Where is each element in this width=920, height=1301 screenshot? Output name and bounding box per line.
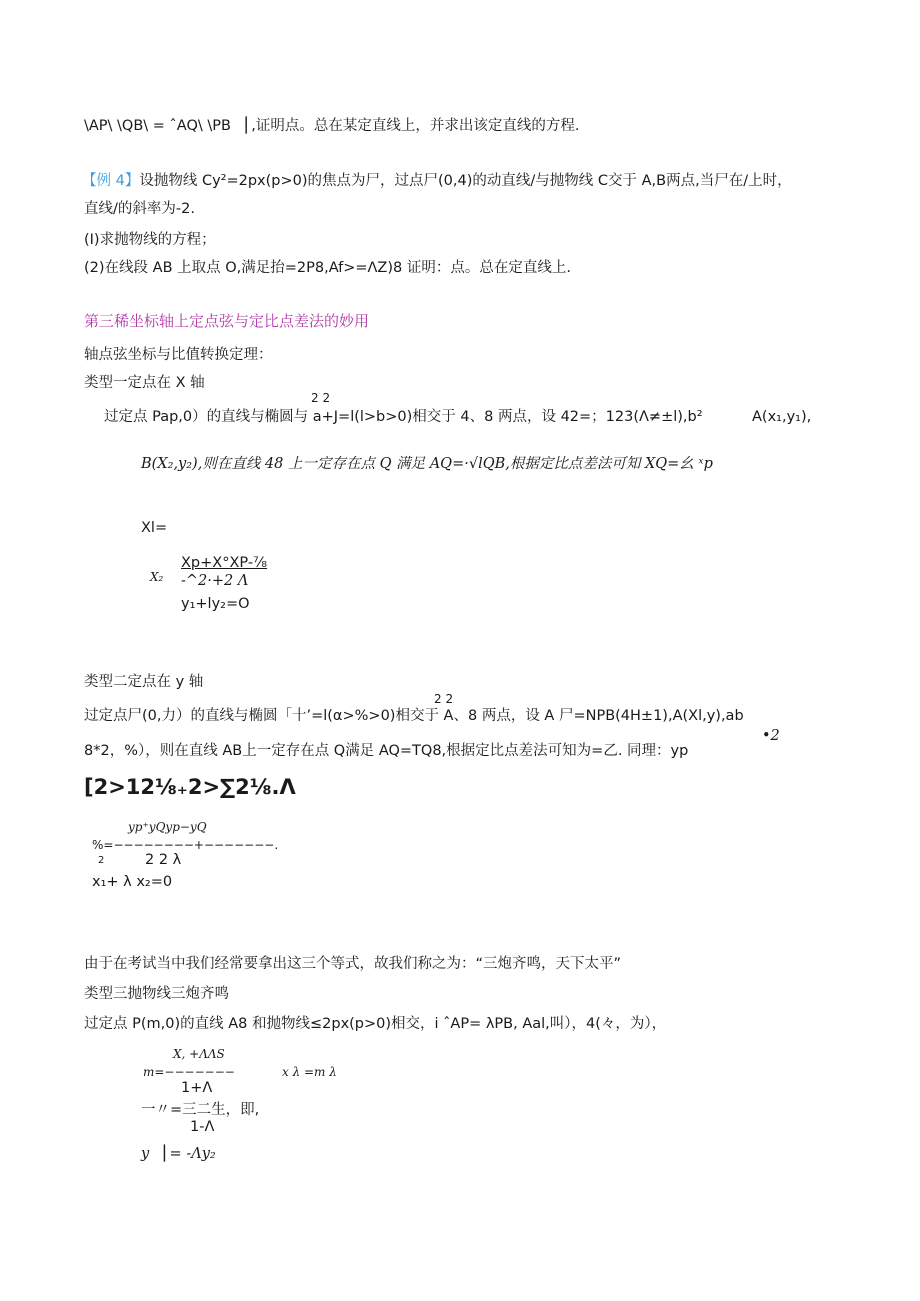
type-2-fraction-denominator-right: 2 2 λ: [145, 852, 182, 868]
theorem-title: 轴点弦坐标与比值转换定理：: [84, 347, 273, 363]
type-2-x-equation: x₁+ λ x₂=0: [92, 874, 173, 890]
type-1-point-a: A(x₁,y₁),: [752, 409, 812, 425]
type-3-fraction-numerator: X, +ΛΛS: [173, 1047, 225, 1061]
type-2-title: 类型二定点在 y 轴: [84, 674, 204, 690]
type-2-line-1: 过定点尸(0,力）的直线与椭圆「十’=l(α>%>0)相交于 A、8 两点，设 A 尸=NPB(4H±1),A(Xl,y),ab: [84, 708, 744, 724]
type-2-fraction-denominator-left: 2: [98, 855, 105, 866]
type-3-line-b: 1-Λ: [190, 1119, 215, 1135]
type-1-title: 类型一定点在 X 轴: [84, 375, 205, 391]
example-4-line-2: 直线/的斜率为-2.: [84, 201, 195, 217]
type-3-right-expression: x λ =m λ: [282, 1065, 337, 1079]
proof-statement-line: \AP\ \QB\ = ˆAQ\ \PB ▕ ,证明点。总在某定直线上，并求出该定直线的方程.: [84, 118, 580, 134]
type-2-big-expression: [2>12⅛₊2>∑2⅛.Λ: [84, 775, 296, 799]
section-title: 第三稀坐标轴上定点弦与定比点差法的妙用: [84, 312, 370, 330]
type-1-fraction-denominator: -^2·+2 Λ: [181, 573, 249, 589]
example-4-line: [82, 172, 792, 190]
type-3-line-1: 过定点 P(m,0)的直线 A8 和抛物线≤2px(p>0)相交，i ˆAP= λPB, Aal,叫），4(々，为），: [84, 1016, 667, 1032]
example-4-tag: 【例 4】: [82, 173, 140, 189]
type-3-fraction-line: m=−−−−−−−: [143, 1065, 235, 1079]
type-1-x2: X₂: [150, 570, 164, 584]
type-1-line-1: 过定点 Pap,0）的直线与椭圆与 a+J=l(l>b>0)相交于 4、8 两点，设 42=；123(Λ≠±l),b²: [104, 409, 703, 425]
type-2-fraction-numerator: yp⁺yQyp−yQ: [128, 820, 207, 834]
type-1-y-equation: y₁+ly₂=O: [181, 596, 250, 612]
type-1-fraction-numerator: Xp+X°XP-⅞: [181, 555, 268, 571]
example-4-question-1: (I)求抛物线的方程；: [84, 232, 216, 248]
example-4-question-2: (2)在线段 AB 上取点 O,满足抬=2P8,Af>=ΛZ)8 证明：点。总在定直线上.: [84, 260, 571, 276]
type-1-xl: Xl=: [141, 520, 168, 536]
type-3-fraction-denominator: 1+Λ: [181, 1080, 213, 1096]
type-1-line-2: B(X₂,y₂),则在直线 48 上一定存在点 Q 满足 AQ=·√lQB,根据定比点差法可知 XQ=幺 ˣp: [141, 456, 713, 472]
type-3-title: 类型三抛物线三炮齐鸣: [84, 986, 229, 1002]
type-3-line-c: y ▕ = -Λy₂: [141, 1146, 216, 1162]
type-1-superscript: 2 2: [311, 391, 331, 405]
type-3-line-a: 一〃=三二生，即,: [141, 1102, 260, 1118]
example-4-text: 设抛物线 Cy²=2px(p>0)的焦点为尸，过点尸(0,4)的动直线/与抛物线 C交于 A,B两点,当尸在/上时，: [139, 173, 792, 189]
summary-text: 由于在考试当中我们经常要拿出这三个等式，故我们称之为：“三炮齐鸣，天下太平”: [84, 956, 622, 972]
type-2-fraction-line: %=−−−−−−−−+−−−−−−−.: [92, 838, 279, 852]
type-2-line-2: 8*2，%），则在直线 AB上一定存在点 Q满足 AQ=TQ8,根据定比点差法可知为=乙. 同理：yp: [84, 743, 689, 759]
type-2-superscript: 2 2: [434, 692, 454, 706]
type-2-side-note: •2: [762, 728, 780, 744]
